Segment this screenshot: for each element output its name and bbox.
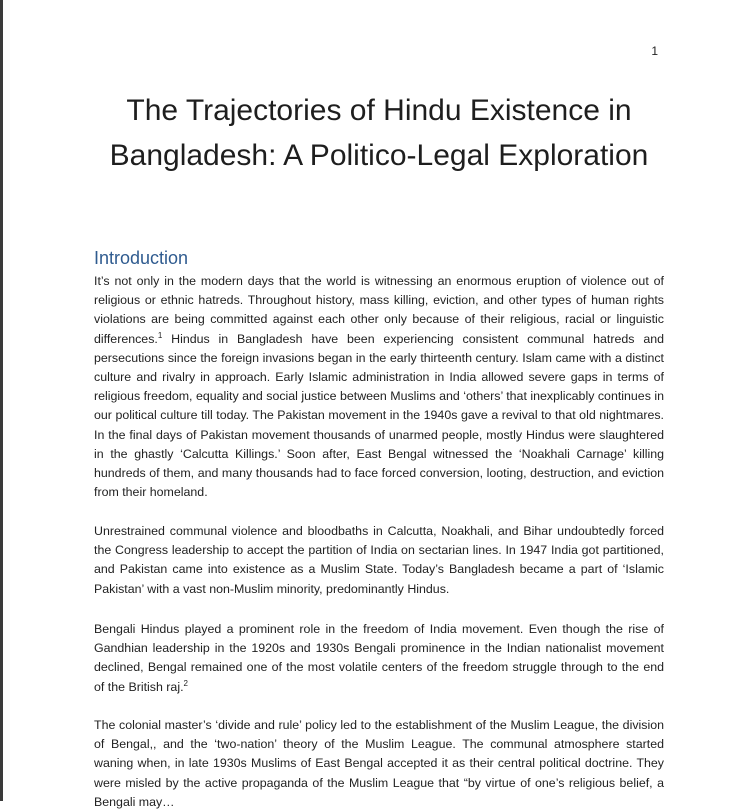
paragraph-2-text: Unrestrained communal violence and bloodbaths in Calcutta, Noakhali, and Bihar undoubtedly forced the Congress leadership to accept the partition of India on sectarian lines. In 1947 India got partitioned, and Pakistan came into existence as a Muslim State. Today’s Bangladesh became a part of ‘Islamic Pakistan’ with a vast non-Muslim minority, predominantly Hindus. — [94, 524, 664, 596]
paragraph-3 — [94, 620, 664, 697]
paragraph-3-text: Bengali Hindus played a prominent role in the freedom of India movement. Even though the rise of Gandhian leadership in the 1920s and 1930s Bengali prominence in the Indian nationalist movement declined, Bengal remained one of the most volatile centers of the freedom struggle through to the end of the British raj. — [94, 622, 664, 694]
paragraph-1-part-b: Hindus in Bangladesh have been experiencing consistent communal hatreds and persecutions since the foreign invasions began in the early thirteenth century. Islam came with a distinct culture and rivalry in approach. Early Islamic administration in India allowed severe gaps in terms of religious freedom, equality and social justice between Muslims and ‘others’ that inexplicably continues in our political culture till today. The Pakistan movement in the 1940s gave a revival to that old nightmares. In the final days of Pakistan movement thousands of unarmed people, mostly Hindus were slaughtered in the ghastly ‘Calcutta Killings.’ Soon after, East Bengal witnessed the ‘Noakhali Carnage’ killing hundreds of them, and many thousands had to face forced conversion, looting, destruction, and eviction from their homeland. — [94, 331, 664, 500]
document-page — [3, 0, 744, 809]
footnote-marker-2[interactable]: 2 — [183, 678, 188, 688]
document-title — [3, 88, 755, 178]
paragraph-4 — [94, 716, 664, 812]
page-number: 1 — [651, 44, 658, 58]
paragraph-2 — [94, 522, 664, 599]
document-title-line-1: The Trajectories of Hindu Existence in — [126, 94, 632, 127]
document-title-line-2: Bangladesh: A Politico-Legal Exploration — [109, 139, 649, 172]
paragraph-4-text: The colonial master’s ‘divide and rule’ policy led to the establishment of the Muslim League, the division of Bengal,, and the ‘two-nation’ theory of the Muslim League. The communal atmosphere started waning when, in late 1930s Muslims of East Bengal accepted it as their central political doctrine. They were misled by the active propaganda of the Muslim League that “by virtue of one’s religious belief, a Bengali may… — [94, 718, 664, 809]
paragraph-1 — [94, 272, 664, 502]
footnote-marker-1[interactable]: 1 — [157, 330, 163, 340]
section-heading-introduction: Introduction — [94, 248, 189, 268]
paragraph-1-part-a: It’s not only in the modern days that the world is witnessing an enormous eruption of violence out of religious or ethnic hatreds. Throughout history, mass killing, eviction, and other types of human rights violations are being committed against each other only because of their religious, racial or linguistic differences. — [94, 274, 664, 346]
